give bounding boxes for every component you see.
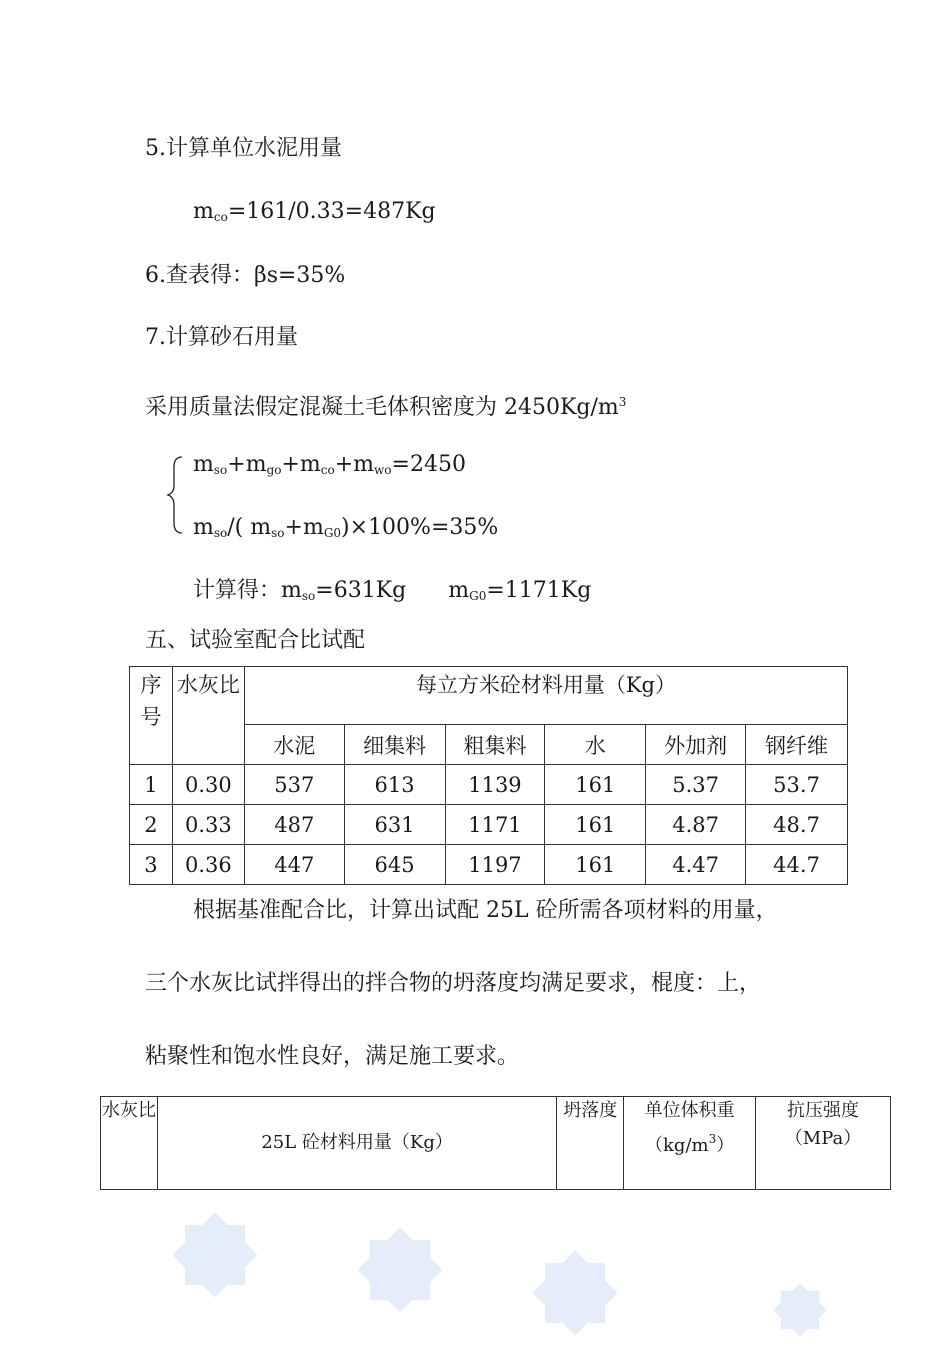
- paragraph-line-2: 三个水灰比试拌得出的拌合物的坍落度均满足要求，棍度：上，: [145, 971, 762, 996]
- cell: 53.7: [746, 765, 848, 805]
- cell: 0.33: [172, 805, 244, 845]
- calculation-result: 计算得：$m_{so}=631Kg$ $m_{G0}=1171Kg$: [193, 578, 592, 603]
- watermark-flower-icon: [520, 1238, 630, 1348]
- col-header-materials: 25L 砼材料用量（Kg）: [157, 1097, 556, 1190]
- sub-header-coarse-agg: 粗集料: [445, 725, 545, 765]
- equation-brace: [166, 455, 186, 535]
- cell: 161: [545, 765, 646, 805]
- col-header-wc: 水灰比: [172, 667, 244, 765]
- cell: 161: [545, 805, 646, 845]
- watermark-flower-icon: [765, 1275, 835, 1345]
- table-row: [130, 765, 848, 805]
- cell: 1197: [445, 845, 545, 885]
- paragraph-line-3: 粘聚性和饱水性良好，满足施工要求。: [145, 1044, 520, 1069]
- cell: 48.7: [746, 805, 848, 845]
- cell: 1: [130, 765, 173, 805]
- table-row: [130, 805, 848, 845]
- cell: 631: [344, 805, 445, 845]
- mix-ratio-table: [129, 666, 848, 885]
- paragraph-line-1: 根据基准配合比，计算出试配 25L 砼所需各项材料的用量，: [193, 898, 778, 923]
- sub-header-fine-agg: 细集料: [344, 725, 445, 765]
- sand-ratio-equation: $m_{so}/$( $m_{so}+m_{G0})\times 100\%=35\%$: [193, 515, 499, 540]
- cell: 447: [244, 845, 344, 885]
- sub-header-admixture: 外加剂: [646, 725, 746, 765]
- cell: 613: [344, 765, 445, 805]
- cell: 0.30: [172, 765, 244, 805]
- sub-header-steel-fiber: 钢纤维: [746, 725, 848, 765]
- col-header-slump: 坍落度: [557, 1097, 624, 1190]
- section-five-heading: 五、试验室配合比试配: [145, 628, 366, 653]
- mass-equation: $m_{so}+m_{go}+m_{co}+m_{wo}=2450$: [193, 452, 466, 477]
- cell: 487: [244, 805, 344, 845]
- col-header-no: 序号: [130, 667, 173, 765]
- cell: 4.87: [646, 805, 746, 845]
- cell: 645: [344, 845, 445, 885]
- cell: 44.7: [746, 845, 848, 885]
- cell: 5.37: [646, 765, 746, 805]
- cell: 161: [545, 845, 646, 885]
- table-row: [130, 845, 848, 885]
- cell: 2: [130, 805, 173, 845]
- cement-formula: $m_{co}=161/0.33=487Kg$: [193, 199, 436, 224]
- col-header-density: 单位体积重 $(kg/m^3)$: [624, 1097, 756, 1190]
- section-7-heading: 7.计算砂石用量: [145, 325, 298, 350]
- section-5-heading: 5.计算单位水泥用量: [145, 136, 342, 161]
- sub-header-cement: 水泥: [244, 725, 344, 765]
- sub-header-water: 水: [545, 725, 646, 765]
- trial-mix-table: [100, 1096, 891, 1190]
- cell: 1139: [445, 765, 545, 805]
- col-header-strength: 抗压强度 （MPa）: [756, 1097, 891, 1190]
- cell: 4.47: [646, 845, 746, 885]
- col-header-wc: 水灰比: [101, 1097, 158, 1190]
- cell: 1171: [445, 805, 545, 845]
- watermark-flower-icon: [160, 1200, 270, 1310]
- col-header-group: 每立方米砼材料用量（Kg）: [244, 667, 847, 725]
- cell: 0.36: [172, 845, 244, 885]
- watermark-flower-icon: [345, 1215, 455, 1325]
- cell: 537: [244, 765, 344, 805]
- cell: 3: [130, 845, 173, 885]
- density-assumption: 采用质量法假定混凝土毛体积密度为 $2450Kg/m^3$: [145, 395, 627, 420]
- section-6-text: 6.查表得：βs=35%: [145, 263, 346, 288]
